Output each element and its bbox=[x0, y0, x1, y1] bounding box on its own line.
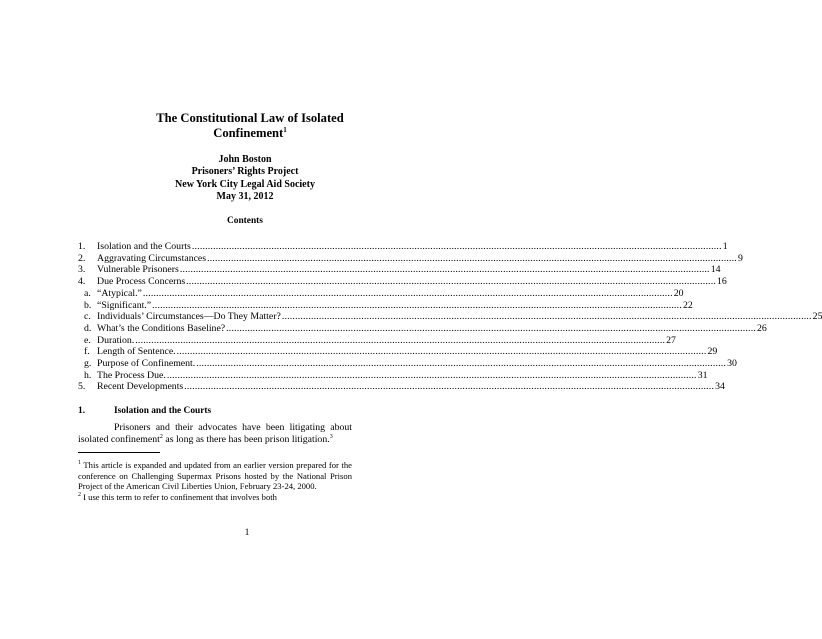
footnote-separator bbox=[78, 452, 160, 453]
toc-dot-leader: ........................................................................................................................................................................................................ bbox=[179, 264, 710, 276]
toc-entry[interactable] bbox=[78, 358, 737, 370]
toc-dot-leader: ........................................................................................................................................................................................................ bbox=[142, 287, 673, 299]
toc-entry-label: “Atypical.” bbox=[97, 287, 142, 299]
toc-entry[interactable] bbox=[78, 299, 693, 312]
toc-entry-page: 20 bbox=[673, 287, 684, 299]
toc-entry-page: 25 bbox=[812, 311, 822, 323]
toc-entry-label: Aggravating Circumstances bbox=[97, 252, 207, 264]
document-date: May 31, 2012 bbox=[216, 191, 274, 203]
toc-entry-page: 27 bbox=[666, 334, 676, 346]
toc-entry-number: 3. bbox=[78, 264, 86, 276]
toc-entry-number: 5. bbox=[78, 381, 86, 393]
toc-dot-leader: ........................................................................................................................................................................................................ bbox=[166, 369, 697, 381]
footnote-2-text: I use this term to refer to confinement that involves both bbox=[81, 491, 277, 502]
footnote-1-mark: 1 bbox=[78, 460, 81, 466]
toc-entry-number: g. bbox=[84, 358, 92, 370]
toc-entry-label: Length of Sentence. bbox=[97, 346, 176, 358]
footnote-mark-2[interactable]: 2 bbox=[159, 433, 163, 440]
toc-entry-page: 1 bbox=[722, 241, 728, 252]
toc-entry-number: h. bbox=[84, 369, 92, 381]
toc-entry[interactable] bbox=[78, 334, 676, 347]
body-paragraph bbox=[78, 422, 352, 445]
author-society: New York City Legal Aid Society bbox=[175, 178, 315, 190]
toc-entry-label: The Process Due. bbox=[97, 369, 166, 381]
toc-entry-page: 30 bbox=[727, 358, 737, 370]
section-heading bbox=[78, 406, 352, 416]
toc-entry-page: 9 bbox=[737, 252, 743, 264]
toc-entry-page: 31 bbox=[697, 369, 708, 381]
toc-entry[interactable] bbox=[78, 322, 767, 335]
toc-entry-number: 1. bbox=[78, 241, 86, 252]
author-block bbox=[110, 154, 380, 204]
toc-entry[interactable] bbox=[78, 311, 822, 323]
toc-dot-leader: ........................................................................................................................................................................................................ bbox=[196, 358, 727, 370]
footnote-2-mark: 2 bbox=[78, 491, 81, 498]
toc-entry-number: d. bbox=[84, 322, 92, 334]
toc-entry-label: Isolation and the Courts bbox=[97, 241, 191, 252]
toc-entry[interactable] bbox=[78, 381, 725, 393]
toc-entry-label: Purpose of Confinement. bbox=[97, 358, 196, 370]
toc-dot-leader: ........................................................................................................................................................................................................ bbox=[226, 322, 756, 334]
toc-entry-number: 4. bbox=[78, 276, 86, 288]
document-title-text: The Constitutional Law of Isolated Confinement bbox=[156, 111, 344, 140]
footnotes bbox=[78, 460, 352, 502]
body-text-part2: as long as there has been prison litigation. bbox=[162, 433, 330, 445]
toc-entry[interactable] bbox=[78, 346, 718, 358]
toc-entry-label: “Significant.” bbox=[97, 299, 152, 311]
toc-entry-label: Individuals’ Circumstances—Do They Matter? bbox=[97, 311, 281, 323]
toc-dot-leader: ........................................................................................................................................................................................................ bbox=[191, 241, 722, 252]
section-number: 1. bbox=[78, 406, 86, 416]
toc-entry[interactable] bbox=[78, 276, 727, 288]
contents-heading: Contents bbox=[227, 216, 263, 226]
author-organization: Prisoners’ Rights Project bbox=[191, 166, 299, 178]
toc-entry-label: Duration. bbox=[97, 334, 135, 346]
footnote-mark-3[interactable]: 3 bbox=[329, 433, 333, 440]
toc-entry[interactable] bbox=[78, 264, 721, 276]
toc-dot-leader: ........................................................................................................................................................................................................ bbox=[281, 311, 812, 323]
page-number: 1 bbox=[244, 527, 250, 538]
toc-entry-page: 16 bbox=[717, 276, 727, 288]
toc-entry-number: b. bbox=[84, 299, 92, 311]
toc-entry[interactable] bbox=[78, 252, 743, 265]
author-name: John Boston bbox=[218, 154, 272, 165]
toc-entry[interactable] bbox=[78, 369, 708, 382]
toc-dot-leader: ........................................................................................................................................................................................................ bbox=[184, 381, 715, 393]
toc-entry-page: 22 bbox=[682, 299, 693, 311]
document-title bbox=[140, 111, 360, 141]
body-text-part1: Prisoners and their advocates have been litigating about isolated confinement bbox=[78, 422, 352, 445]
toc-dot-leader: ........................................................................................................................................................................................................ bbox=[152, 299, 682, 311]
toc-entry[interactable] bbox=[78, 241, 728, 253]
toc-dot-leader: ........................................................................................................................................................................................................ bbox=[207, 252, 737, 264]
footnote-1-text: This article is expanded and updated from an earlier version prepared for the conference on Challenging Supermax Prisons hosted by the National Prison Project of the American Civil Liberties Union, February 23-24, 2000. bbox=[78, 460, 352, 492]
toc-entry-label: Due Process Concerns bbox=[97, 276, 186, 288]
toc-entry-page: 14 bbox=[710, 264, 721, 276]
toc-entry-number: 2. bbox=[78, 252, 86, 264]
toc-entry[interactable] bbox=[78, 287, 684, 300]
title-footnote-mark[interactable]: 1 bbox=[283, 126, 287, 134]
toc-entry-number: a. bbox=[84, 287, 91, 299]
toc-entry-page: 29 bbox=[707, 346, 718, 358]
toc-entry-page: 34 bbox=[715, 381, 725, 393]
toc-entry-number: c. bbox=[84, 311, 91, 323]
table-of-contents bbox=[78, 241, 822, 393]
footnote-1 bbox=[78, 460, 352, 492]
toc-dot-leader: ........................................................................................................................................................................................................ bbox=[135, 334, 666, 346]
toc-entry-number: f. bbox=[84, 346, 90, 358]
toc-entry-label: Recent Developments bbox=[97, 381, 184, 393]
toc-dot-leader: ........................................................................................................................................................................................................ bbox=[176, 346, 707, 358]
toc-dot-leader: ........................................................................................................................................................................................................ bbox=[186, 276, 716, 288]
footnote-2 bbox=[78, 492, 352, 503]
toc-entry-label: Vulnerable Prisoners bbox=[97, 264, 179, 276]
toc-entry-page: 26 bbox=[757, 322, 767, 334]
toc-entry-number: e. bbox=[84, 334, 91, 346]
toc-entry-label: What’s the Conditions Baseline? bbox=[97, 322, 226, 334]
section-title: Isolation and the Courts bbox=[114, 406, 212, 416]
